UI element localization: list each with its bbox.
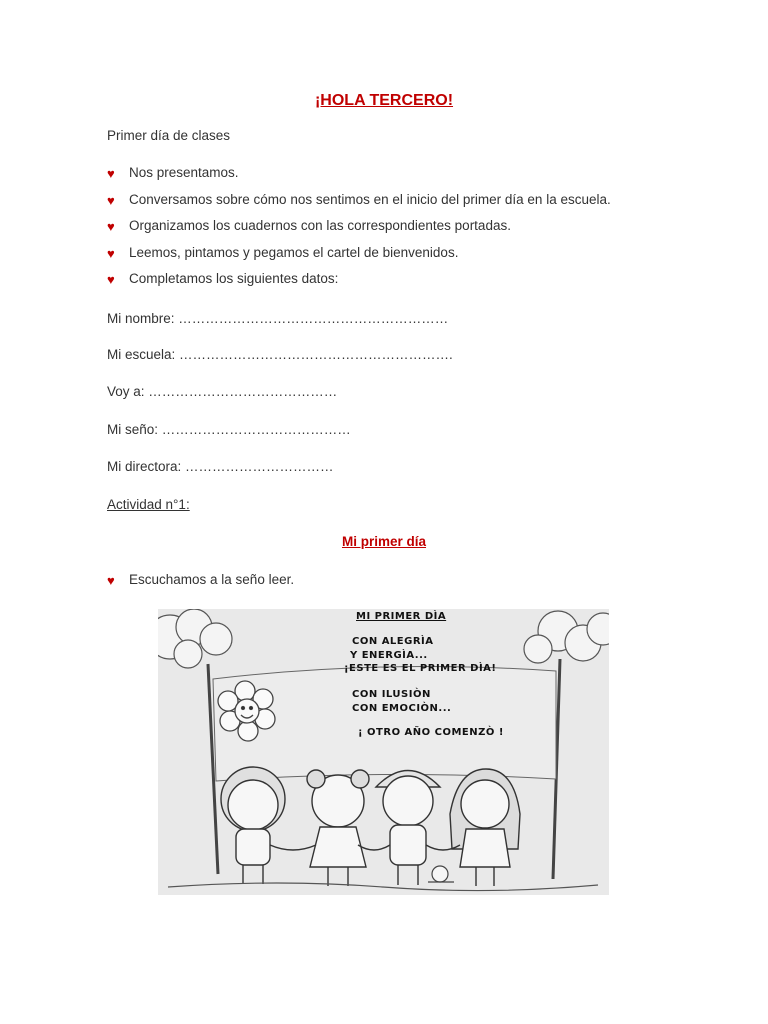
list-item xyxy=(107,271,611,298)
heart-icon: ♥ xyxy=(107,192,115,208)
tree-right-icon xyxy=(524,611,609,663)
ground-line xyxy=(168,883,598,891)
poem-line: ¡ OTRO AÑO COMENZÒ ! xyxy=(358,727,504,738)
name-field: Mi nombre: …………………………………………………… xyxy=(107,311,449,326)
list-item xyxy=(107,572,294,589)
snail-icon xyxy=(428,866,454,882)
list-item-text: Nos presentamos. xyxy=(129,165,239,180)
poem-illustration xyxy=(158,609,609,895)
task-list xyxy=(107,165,611,298)
list-item-text: Completamos los siguientes datos: xyxy=(129,271,339,286)
teacher-field: Mi seño: …………………………………… xyxy=(107,422,351,437)
list-item xyxy=(107,192,611,219)
heart-icon: ♥ xyxy=(107,166,115,181)
grade-field: Voy a: …………………………………… xyxy=(107,384,338,399)
children-group xyxy=(221,767,520,886)
list-item-text: Conversamos sobre cómo nos sentimos en el inicio del primer día en la escuela. xyxy=(129,191,611,207)
poem-line: CON EMOCIÒN... xyxy=(352,703,452,714)
heart-icon: ♥ xyxy=(107,573,115,588)
tree-left-icon xyxy=(158,609,232,668)
list-item xyxy=(107,245,611,272)
subtitle: Primer día de clases xyxy=(107,128,231,143)
section-title: Mi primer día xyxy=(341,534,427,549)
list-item-text: Organizamos los cuadernos con las correspondientes portadas. xyxy=(129,218,511,233)
school-field: Mi escuela: ……………………………………………………. xyxy=(107,347,453,362)
poem-line: CON ILUSIÒN xyxy=(352,689,431,700)
list-item xyxy=(107,218,611,245)
poem-title: MI PRIMER DÌA xyxy=(356,611,447,622)
principal-field: Mi directora: …………………………… xyxy=(107,459,334,474)
heart-icon: ♥ xyxy=(107,219,115,234)
activity-label: Actividad n°1: xyxy=(107,497,190,512)
list-item xyxy=(107,165,611,192)
poem-line: CON ALEGRÌA xyxy=(352,636,434,647)
list-item-text: Leemos, pintamos y pegamos el cartel de bienvenidos. xyxy=(129,244,459,260)
list-item-text: Escuchamos a la seño leer. xyxy=(129,572,295,587)
heart-icon: ♥ xyxy=(107,245,115,261)
poem-line: ¡ESTE ES EL PRIMER DÌA! xyxy=(344,663,497,674)
page-title: ¡HOLA TERCERO! xyxy=(314,92,454,109)
heart-icon: ♥ xyxy=(107,272,115,287)
poem-line: Y ENERGÌA... xyxy=(350,650,428,661)
